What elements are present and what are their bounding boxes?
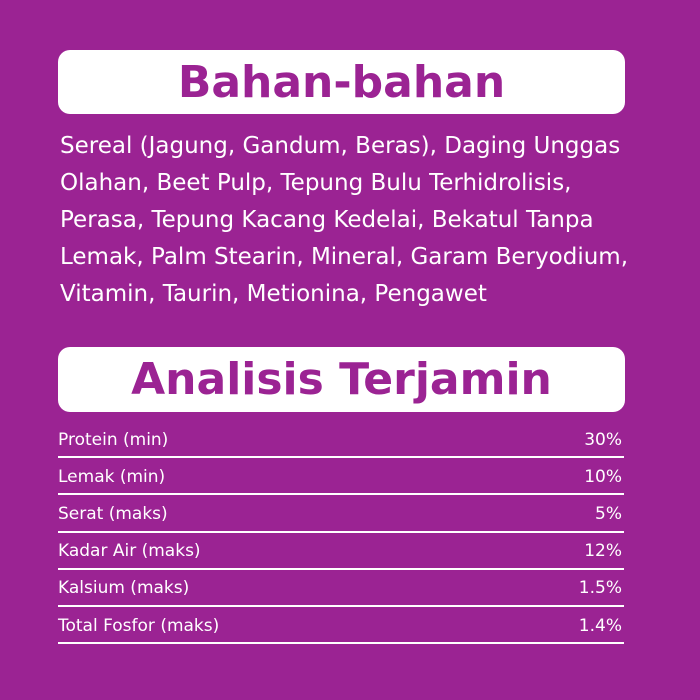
ingredients-line: Lemak, Palm Stearin, Mineral, Garam Beryodium, [60, 244, 629, 270]
row-value: 1.4% [578, 615, 622, 636]
ingredients-header [58, 50, 625, 114]
analysis-table [58, 421, 624, 644]
ingredients-line: Olahan, Beet Pulp, Tepung Bulu Terhidrolisis, [60, 170, 572, 196]
row-value: 5% [595, 503, 622, 524]
ingredients-line: Perasa, Tepung Kacang Kedelai, Bekatul Tanpa [60, 207, 594, 233]
table-row [58, 570, 624, 607]
row-label: Protein (min) [58, 429, 169, 450]
table-row [58, 533, 624, 570]
row-label: Kadar Air (maks) [58, 541, 201, 562]
row-value: 1.5% [578, 578, 622, 599]
table-row [58, 607, 624, 644]
row-value: 10% [584, 466, 622, 487]
table-row [58, 458, 624, 495]
row-label: Kalsium (maks) [58, 578, 190, 599]
ingredients-title: Bahan-bahan [177, 56, 506, 108]
ingredients-line: Sereal (Jagung, Gandum, Beras), Daging Unggas [60, 133, 621, 159]
table-row [58, 421, 624, 458]
row-label: Serat (maks) [58, 503, 168, 524]
row-label: Lemak (min) [58, 466, 166, 487]
row-value: 12% [584, 541, 622, 562]
row-label: Total Fosfor (maks) [58, 615, 220, 636]
analysis-title: Analisis Terjamin [131, 354, 552, 405]
ingredients-list [60, 128, 650, 313]
ingredients-line: Vitamin, Taurin, Metionina, Pengawet [60, 281, 487, 307]
analysis-header [58, 347, 625, 412]
row-value: 30% [584, 429, 622, 450]
table-row [58, 495, 624, 532]
